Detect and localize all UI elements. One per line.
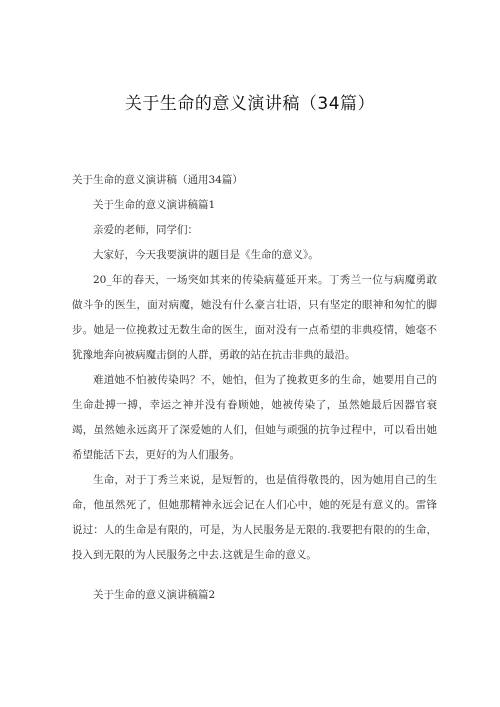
intro-paragraph: 大家好，今天我要演讲的题目是《生命的意义》。	[93, 249, 319, 261]
section-heading-1: 关于生命的意义演讲稿篇1	[93, 199, 216, 211]
paragraph-2: 难道她不怕被传染吗？不，她怕，但为了挽救更多的生命，她要用自己的生命赴搏一搏，幸运之神并没有眷顾她，她被传染了，虽然她最后因器官衰竭，虽然她永远离开了深爱她的人们，但她与顽强的抗争过程中，可以看出她希望能活下去，更好的为人们服务。	[72, 374, 437, 461]
document-title: 关于生命的意义演讲稿（34篇）	[124, 94, 376, 114]
section-heading-2: 关于生命的意义演讲稿篇2	[93, 589, 216, 601]
paragraph-3: 生命，对于丁秀兰来说，是短暂的，也是值得敬畏的，因为她用自己的生命，他虽然死了，但她那精神永远会记在人们心中，她的死是有意义的。雷锋说过：人的生命是有限的，可是，为人民服务是无限的.我要把有限的的生命，投入到无限的为人民服务之中去.这就是生命的意义。	[72, 474, 437, 561]
section-spacer	[72, 568, 437, 583]
salutation: 亲爱的老师，同学们：	[93, 224, 198, 236]
paragraph-1: 20_年的春天，一场突如其来的传染病蔓延开来。丁秀兰一位与病魔勇敢做斗争的医生，面对病魔，她没有什么豪言壮语，只有坚定的眼神和匆忙的脚步。她是一位挽救过无数生命的医生，面对没有一点希望的非典疫情，她毫不犹豫地奔向被病魔击倒的人群，勇敢的站在抗击非典的最沿。	[72, 274, 437, 361]
document-subtitle: 关于生命的意义演讲稿（通用34篇）	[72, 174, 243, 186]
document-body	[72, 168, 437, 608]
